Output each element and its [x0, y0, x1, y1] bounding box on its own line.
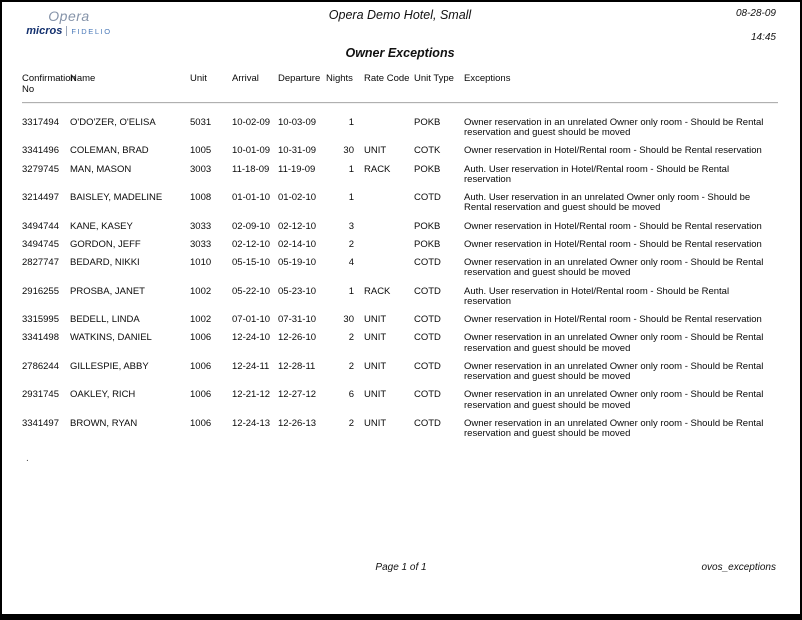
cell-arrival: 01-01-10 — [232, 192, 271, 204]
cell-departure: 07-31-10 — [278, 314, 317, 326]
column-header-unit_type: Unit Type — [414, 73, 454, 84]
cell-departure: 05-23-10 — [278, 285, 317, 297]
cell-exceptions: Owner reservation in an unrelated Owner only room - Should be Rental reservation and guest should be moved — [464, 332, 764, 354]
table-row — [22, 258, 778, 279]
cell-rate_code: UNIT — [364, 314, 387, 326]
cell-unit: 1002 — [190, 314, 212, 326]
cell-nights: 6 — [348, 389, 354, 401]
table-row — [22, 287, 778, 308]
table-row — [22, 118, 778, 139]
table-row — [22, 419, 778, 440]
logo-divider — [66, 26, 67, 36]
cell-arrival: 12-21-12 — [232, 389, 271, 401]
cell-name: BROWN, RYAN — [70, 417, 138, 429]
cell-rate_code — [364, 193, 414, 214]
report-title: Owner Exceptions — [345, 46, 455, 60]
report-footer — [2, 562, 800, 578]
cell-arrival: 10-01-09 — [232, 145, 271, 157]
cell-confirmation_no: 3341496 — [22, 145, 59, 157]
column-header-departure: Departure — [278, 73, 321, 84]
cell-confirmation_no: 3494744 — [22, 220, 59, 232]
cell-nights: 30 — [343, 145, 354, 157]
cell-exceptions: Owner reservation in an unrelated Owner only room - Should be Rental reservation and guest should be moved — [464, 389, 764, 411]
cell-arrival: 12-24-11 — [232, 360, 270, 372]
cell-name: COLEMAN, BRAD — [70, 145, 149, 157]
stray-mark: . — [26, 453, 29, 465]
column-header-unit: Unit — [190, 73, 207, 84]
cell-rate_code: UNIT — [364, 417, 387, 429]
column-header-nights: Nights — [326, 73, 353, 84]
column-header-arrival: Arrival — [232, 73, 259, 84]
cell-nights: 1 — [348, 116, 354, 128]
cell-unit_type: POKB — [414, 116, 441, 128]
cell-departure: 05-19-10 — [278, 257, 317, 269]
cell-unit_type: COTD — [414, 285, 441, 297]
cell-departure: 12-26-10 — [278, 332, 317, 344]
cell-departure: 12-27-12 — [278, 389, 317, 401]
cell-unit: 3033 — [190, 220, 212, 232]
cell-arrival: 02-12-10 — [232, 238, 271, 250]
cell-rate_code: RACK — [364, 163, 391, 175]
cell-unit_type: COTD — [414, 389, 441, 401]
cell-unit: 1010 — [190, 257, 212, 269]
cell-confirmation_no: 2786244 — [22, 360, 59, 372]
cell-exceptions: Owner reservation in Hotel/Rental room - Should be Rental reservation — [464, 314, 762, 326]
fidelio-logo-text: FIDELIO — [71, 26, 112, 36]
cell-unit_type: COTD — [414, 417, 441, 429]
cell-unit_type: COTD — [414, 192, 441, 204]
cell-unit: 1008 — [190, 192, 212, 204]
cell-departure: 11-19-09 — [278, 163, 316, 175]
cell-nights: 2 — [348, 360, 354, 372]
table-row — [22, 362, 778, 383]
cell-unit_type: COTD — [414, 314, 441, 326]
cell-rate_code — [364, 118, 414, 139]
cell-arrival: 02-09-10 — [232, 220, 271, 232]
cell-departure: 10-31-09 — [278, 145, 317, 157]
cell-confirmation_no: 2931745 — [22, 389, 59, 401]
cell-unit: 1006 — [190, 389, 212, 401]
cell-nights: 1 — [348, 192, 354, 204]
cell-arrival: 05-15-10 — [232, 257, 271, 269]
cell-arrival: 12-24-13 — [232, 417, 271, 429]
cell-exceptions: Owner reservation in Hotel/Rental room - Should be Rental reservation — [464, 145, 762, 157]
cell-name: OAKLEY, RICH — [70, 389, 136, 401]
cell-unit: 3003 — [190, 163, 212, 175]
cell-departure: 02-12-10 — [278, 220, 317, 232]
opera-logo-text: Opera — [48, 8, 90, 24]
cell-confirmation_no: 3315995 — [22, 314, 59, 326]
cell-exceptions: Owner reservation in an unrelated Owner only room - Should be Rental reservation and guest should be moved — [464, 116, 764, 139]
table-row — [22, 390, 778, 411]
cell-confirmation_no: 3494745 — [22, 238, 59, 250]
cell-confirmation_no: 3279745 — [22, 163, 59, 175]
cell-nights: 2 — [348, 332, 354, 344]
cell-name: MAN, MASON — [70, 163, 132, 175]
table-row — [22, 146, 778, 156]
cell-unit_type: POKB — [414, 238, 441, 250]
cell-nights: 4 — [348, 257, 354, 269]
cell-nights: 30 — [343, 314, 354, 326]
cell-unit_type: COTD — [414, 332, 441, 344]
cell-nights: 1 — [348, 285, 354, 297]
cell-unit_type: POKB — [414, 163, 441, 175]
cell-departure: 01-02-10 — [278, 192, 317, 204]
cell-nights: 1 — [348, 163, 354, 175]
cell-unit: 1005 — [190, 145, 212, 157]
micros-logo-text: micros — [26, 25, 63, 37]
cell-confirmation_no: 3341497 — [22, 417, 59, 429]
owner-exceptions-table — [22, 74, 778, 439]
column-header-confirmation_no: Confirmation No — [22, 73, 76, 95]
cell-exceptions: Owner reservation in Hotel/Rental room - Should be Rental reservation — [464, 220, 762, 232]
cell-arrival: 07-01-10 — [232, 314, 271, 326]
cell-confirmation_no: 3214497 — [22, 192, 59, 204]
cell-unit: 1006 — [190, 360, 212, 372]
cell-confirmation_no: 2827747 — [22, 257, 59, 269]
cell-name: WATKINS, DANIEL — [70, 332, 152, 344]
cell-name: BAISLEY, MADELINE — [70, 192, 163, 204]
page-number: Page 1 of 1 — [375, 562, 427, 573]
column-header-exceptions: Exceptions — [464, 73, 511, 84]
cell-name: GILLESPIE, ABBY — [70, 360, 149, 372]
cell-unit: 1006 — [190, 332, 212, 344]
cell-exceptions: Auth. User reservation in Hotel/Rental room - Should be Rental reservation — [464, 285, 730, 307]
cell-arrival: 11-18-09 — [232, 163, 270, 175]
cell-unit_type: COTD — [414, 360, 441, 372]
cell-unit_type: COTK — [414, 145, 441, 157]
cell-exceptions: Auth. User reservation in an unrelated Owner only room - Should be Rental reservation and guest should be moved — [464, 192, 751, 214]
header-rule — [22, 102, 778, 104]
report-header — [22, 2, 778, 72]
cell-confirmation_no: 3341498 — [22, 332, 59, 344]
report-time: 14:45 — [750, 32, 776, 43]
table-row — [22, 333, 778, 354]
table-row — [22, 222, 778, 232]
cell-rate_code: UNIT — [364, 360, 387, 372]
cell-name: BEDELL, LINDA — [70, 314, 140, 326]
cell-unit_type: COTD — [414, 257, 441, 269]
cell-confirmation_no: 3317494 — [22, 116, 59, 128]
cell-rate_code: RACK — [364, 285, 391, 297]
cell-arrival: 05-22-10 — [232, 285, 271, 297]
cell-name: KANE, KASEY — [70, 220, 133, 232]
table-row — [22, 165, 778, 186]
cell-name: BEDARD, NIKKI — [70, 257, 140, 269]
cell-exceptions: Owner reservation in an unrelated Owner only room - Should be Rental reservation and guest should be moved — [464, 417, 764, 440]
cell-nights: 3 — [348, 220, 354, 232]
table-row — [22, 240, 778, 250]
cell-name: PROSBA, JANET — [70, 285, 145, 297]
cell-nights: 2 — [348, 417, 354, 429]
hotel-title: Opera Demo Hotel, Small — [328, 8, 472, 22]
cell-rate_code — [364, 258, 414, 279]
cell-exceptions: Owner reservation in an unrelated Owner only room - Should be Rental reservation and guest should be moved — [464, 360, 764, 383]
table-header-row — [22, 74, 778, 96]
cell-exceptions: Owner reservation in Hotel/Rental room - Should be Rental reservation — [464, 238, 762, 250]
cell-departure: 12-28-11 — [278, 360, 316, 372]
cell-departure: 12-26-13 — [278, 417, 317, 429]
cell-rate_code — [364, 240, 414, 250]
cell-exceptions: Owner reservation in an unrelated Owner only room - Should be Rental reservation and guest should be moved — [464, 257, 764, 279]
report-code: ovos_exceptions — [701, 562, 776, 573]
cell-rate_code: UNIT — [364, 145, 387, 157]
cell-unit: 5031 — [190, 116, 212, 128]
cell-rate_code: UNIT — [364, 332, 387, 344]
cell-arrival: 10-02-09 — [232, 116, 271, 128]
micros-fidelio-lockup — [14, 25, 124, 37]
cell-exceptions: Auth. User reservation in Hotel/Rental room - Should be Rental reservation — [464, 163, 730, 185]
cell-unit: 1006 — [190, 417, 212, 429]
report-date: 08-28-09 — [735, 8, 776, 19]
cell-nights: 2 — [348, 238, 354, 250]
cell-unit: 1002 — [190, 285, 212, 297]
cell-departure: 02-14-10 — [278, 238, 317, 250]
cell-name: O'DO'ZER, O'ELISA — [70, 116, 156, 128]
cell-rate_code — [364, 222, 414, 232]
cell-rate_code: UNIT — [364, 389, 387, 401]
column-header-rate_code: Rate Code — [364, 73, 410, 84]
cell-name: GORDON, JEFF — [70, 238, 141, 250]
table-row — [22, 315, 778, 325]
cell-arrival: 12-24-10 — [232, 332, 271, 344]
cell-unit: 3033 — [190, 238, 212, 250]
cell-departure: 10-03-09 — [278, 116, 317, 128]
report-table-body — [22, 118, 778, 440]
cell-unit_type: POKB — [414, 220, 441, 232]
cell-confirmation_no: 2916255 — [22, 285, 59, 297]
table-row — [22, 193, 778, 214]
column-header-name: Name — [70, 73, 96, 84]
